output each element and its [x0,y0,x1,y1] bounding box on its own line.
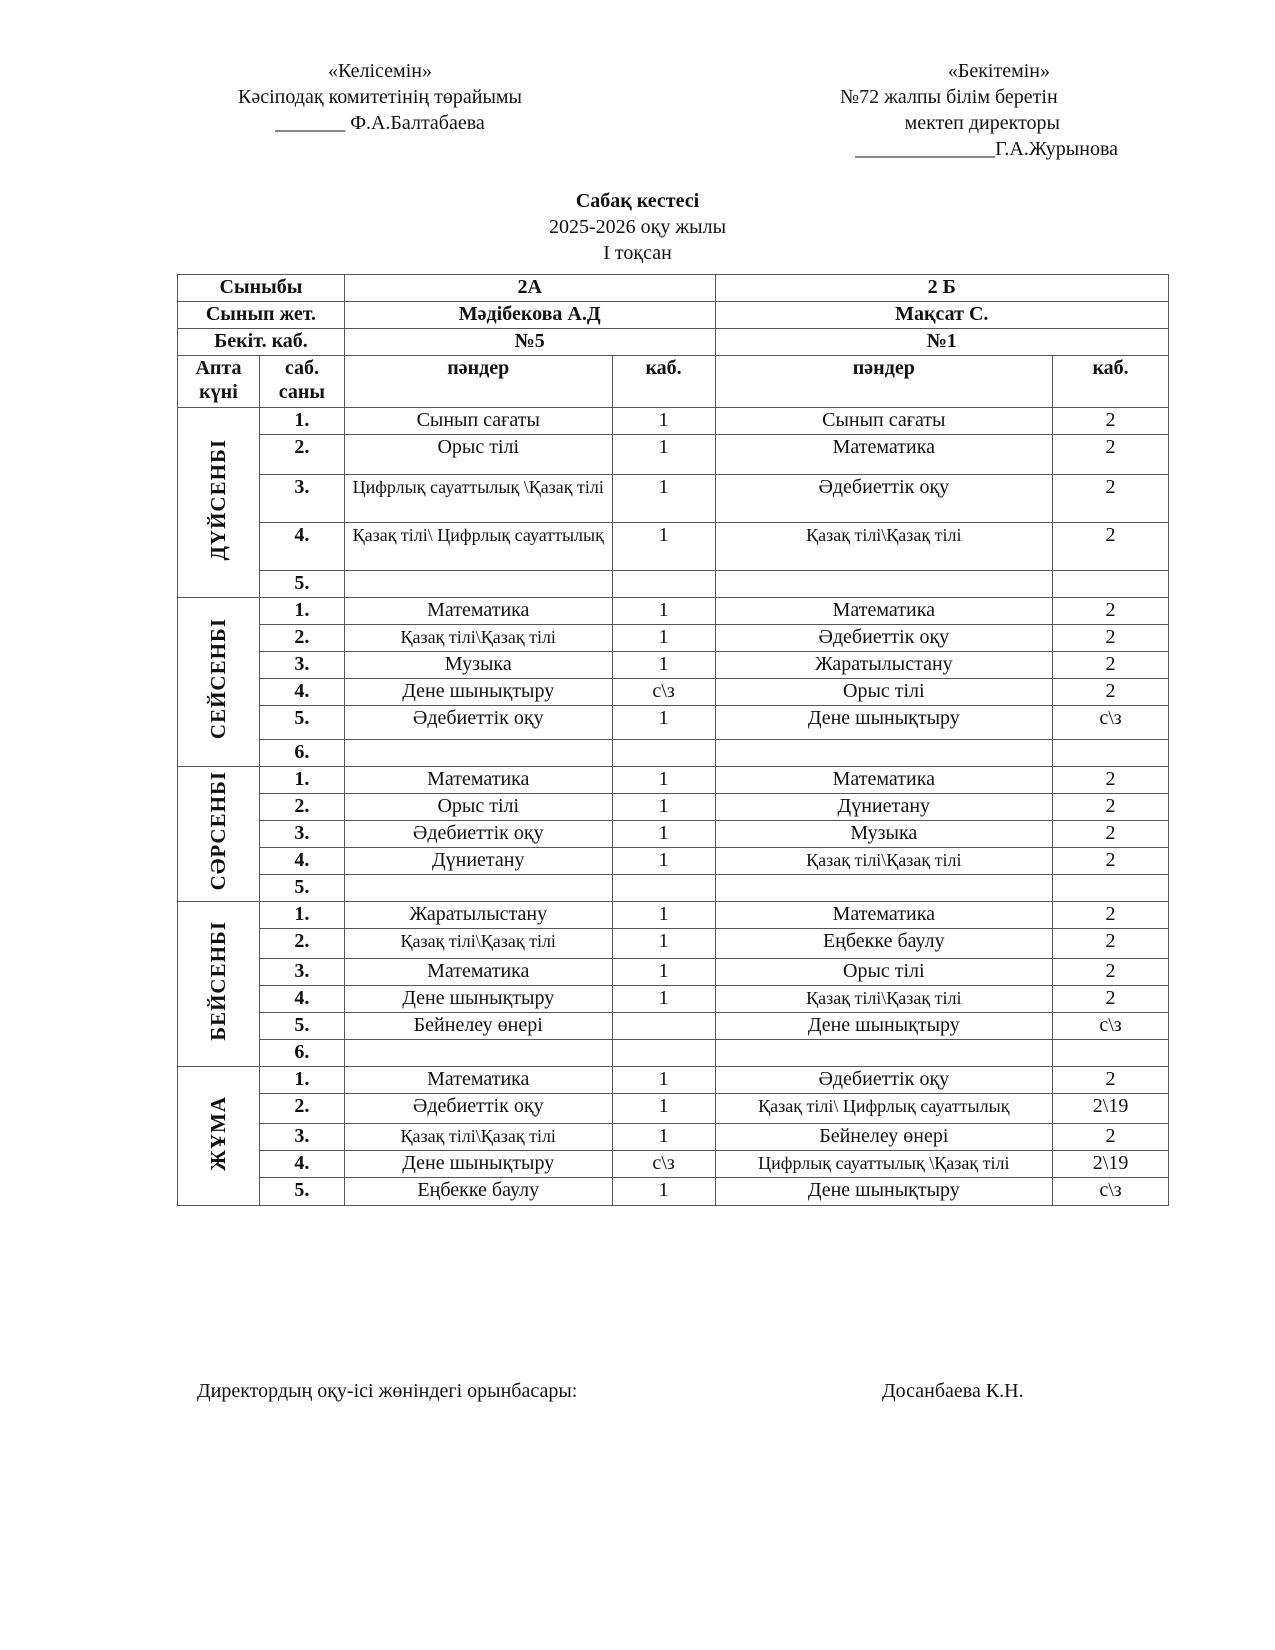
class-b-cab [1053,571,1169,598]
class-a-subject [344,875,612,902]
lesson-number: 3. [259,959,344,986]
class-a-subject [344,740,612,767]
footer-name: Досанбаева К.Н. [882,1380,1024,1402]
approval-right-quote: «Бекітемін» [947,60,1050,82]
class-a-subject: Математика [344,959,612,986]
class-a-subject: Дене шынықтыру [344,986,612,1013]
class-a-cab [612,875,715,902]
lesson-number: 5. [259,1178,344,1206]
approval-left-quote: «Келісемін» [328,60,432,82]
table-row [178,706,1169,740]
header-row-room [178,329,1169,356]
class-a-subject [344,1040,612,1067]
class-b-cab: 2 [1053,767,1169,794]
table-row [178,929,1169,959]
lesson-number: 2. [259,625,344,652]
signature-line: ______________ [855,138,996,160]
lesson-number: 2. [259,435,344,475]
room-label: Бекіт. каб. [178,329,345,356]
class-b-subject: Қазақ тілі\Қазақ тілі [715,523,1053,571]
signature-line: _______ [275,112,346,134]
header-row-columns [178,356,1169,408]
lesson-number: 3. [259,475,344,523]
class-b-subject [715,1040,1053,1067]
class-a-cab: 1 [612,767,715,794]
class-a-cab: 1 [612,929,715,959]
class-a-cab: 1 [612,1067,715,1094]
approval-block-right [780,58,1140,162]
term: I тоқсан [603,242,672,264]
class-b-name: 2 Б [715,275,1169,302]
class-b-cab: 2 [1053,821,1169,848]
class-a-cab: 1 [612,652,715,679]
table-row [178,523,1169,571]
table-row [178,652,1169,679]
class-a-room: №5 [344,329,715,356]
class-b-subject: Еңбекке баулу [715,929,1053,959]
lesson-number: 6. [259,1040,344,1067]
table-row [178,1067,1169,1094]
lesson-number: 4. [259,1151,344,1178]
class-b-subject: Әдебиеттік оқу [715,475,1053,523]
class-b-teacher: Мақсат С. [715,302,1169,329]
lesson-number: 5. [259,875,344,902]
class-a-subject [344,571,612,598]
class-b-subject: Әдебиеттік оқу [715,1067,1053,1094]
class-b-cab: 2 [1053,902,1169,929]
class-b-subject: Математика [715,767,1053,794]
lesson-number: 3. [259,821,344,848]
class-label: Сыныбы [178,275,345,302]
class-b-cab: 2 [1053,848,1169,875]
lesson-number: 6. [259,740,344,767]
class-b-subject: Қазақ тілі\Қазақ тілі [715,986,1053,1013]
table-row [178,1013,1169,1040]
class-b-cab: с\з [1053,1178,1169,1206]
class-a-subject: Қазақ тілі\Қазақ тілі [344,625,612,652]
class-a-cab: 1 [612,959,715,986]
table-row [178,959,1169,986]
class-a-name: 2А [344,275,715,302]
table-row [178,679,1169,706]
class-b-subject: Орыс тілі [715,959,1053,986]
class-b-cab [1053,875,1169,902]
class-b-cab: 2 [1053,652,1169,679]
lesson-number: 2. [259,929,344,959]
class-b-cab: 2 [1053,408,1169,435]
lesson-number: 5. [259,706,344,740]
lesson-number: 2. [259,1094,344,1124]
class-b-subject: Жаратылыстану [715,652,1053,679]
lesson-number: 5. [259,571,344,598]
class-b-cab: 2 [1053,625,1169,652]
class-a-subject: Математика [344,1067,612,1094]
lesson-number: 4. [259,986,344,1013]
class-a-cab [612,1040,715,1067]
class-a-subject: Еңбекке баулу [344,1178,612,1206]
class-b-cab: 2 [1053,959,1169,986]
class-b-room: №1 [715,329,1169,356]
class-b-subject [715,875,1053,902]
class-a-subject: Қазақ тілі\Қазақ тілі [344,1124,612,1151]
table-row [178,848,1169,875]
class-b-subject: Математика [715,902,1053,929]
class-b-cab: 2 [1053,929,1169,959]
class-a-cab: 1 [612,523,715,571]
class-b-subject: Орыс тілі [715,679,1053,706]
table-row [178,1178,1169,1206]
class-a-subject: Музыка [344,652,612,679]
lesson-number: 4. [259,523,344,571]
class-a-teacher: Мәдібекова А.Д [344,302,715,329]
class-a-subjects-header: пәндер [344,356,612,408]
approval-right-signature [780,136,1140,162]
class-a-cab [612,571,715,598]
class-a-cab: 1 [612,475,715,523]
class-a-cab: 1 [612,706,715,740]
class-a-cab: с\з [612,679,715,706]
class-a-subject: Жаратылыстану [344,902,612,929]
class-b-cab-header: каб. [1053,356,1169,408]
class-a-cab: 1 [612,1124,715,1151]
class-a-cab: 1 [612,1178,715,1206]
lesson-number: 1. [259,1067,344,1094]
table-row [178,1151,1169,1178]
table-row [178,408,1169,435]
class-b-cab: 2 [1053,986,1169,1013]
class-b-cab: 2\19 [1053,1151,1169,1178]
table-row [178,1094,1169,1124]
class-b-subject: Музыка [715,821,1053,848]
class-b-cab: 2 [1053,523,1169,571]
class-a-cab: 1 [612,625,715,652]
lesson-number: 3. [259,1124,344,1151]
class-a-subject: Бейнелеу өнері [344,1013,612,1040]
class-a-subject: Қазақ тілі\Қазақ тілі [344,929,612,959]
class-a-subject: Дене шынықтыру [344,1151,612,1178]
class-b-subject: Дене шынықтыру [715,1013,1053,1040]
class-b-cab: 2 [1053,598,1169,625]
class-b-cab: 2\19 [1053,1094,1169,1124]
class-a-subject: Дене шынықтыру [344,679,612,706]
lesson-number: 3. [259,652,344,679]
class-b-subject [715,740,1053,767]
class-a-subject: Сынып сағаты [344,408,612,435]
lesson-number: 1. [259,598,344,625]
class-b-cab: 2 [1053,679,1169,706]
class-a-cab [612,1013,715,1040]
table-row [178,625,1169,652]
table-row [178,902,1169,929]
class-b-subject: Дүниетану [715,794,1053,821]
lesson-number: 1. [259,408,344,435]
class-a-subject: Әдебиеттік оқу [344,821,612,848]
class-b-subject [715,571,1053,598]
footer-role: Директордың оқу-ісі жөніндегі орынбасары: [197,1380,578,1402]
lesson-number: 1. [259,767,344,794]
table-row [178,1040,1169,1067]
class-a-cab: 1 [612,986,715,1013]
class-b-subject: Математика [715,435,1053,475]
class-b-cab: 2 [1053,1124,1169,1151]
class-a-subject: Қазақ тілі\ Цифрлық сауаттылық [344,523,612,571]
class-a-cab: 1 [612,1094,715,1124]
approval-block-left [200,58,560,136]
title-block [0,188,1275,266]
class-a-cab: 1 [612,848,715,875]
class-a-subject: Математика [344,767,612,794]
table-row [178,571,1169,598]
class-b-subject: Қазақ тілі\ Цифрлық сауаттылық [715,1094,1053,1124]
class-b-subject: Сынып сағаты [715,408,1053,435]
lesson-number: 1. [259,902,344,929]
approval-right-name: Г.А.Журынова [995,138,1118,160]
approval-left-position: Кәсіподақ комитетінің төрайымы [238,86,522,108]
class-a-subject: Цифрлық сауаттылық \Қазақ тілі [344,475,612,523]
approval-left-signature [200,110,560,136]
class-a-subject: Математика [344,598,612,625]
table-row [178,794,1169,821]
class-a-cab: 1 [612,821,715,848]
class-b-subject: Дене шынықтыру [715,1178,1053,1206]
teacher-label: Сынып жет. [178,302,345,329]
class-b-cab [1053,740,1169,767]
academic-year: 2025-2026 оқу жылы [548,216,727,238]
lesson-number: 5. [259,1013,344,1040]
day-name: ДҮЙСЕНБІ [206,438,231,561]
class-b-cab: 2 [1053,475,1169,523]
lesson-number: 4. [259,679,344,706]
class-a-cab: 1 [612,902,715,929]
class-b-cab: с\з [1053,1013,1169,1040]
class-a-cab: 1 [612,408,715,435]
class-b-subject: Математика [715,598,1053,625]
table-row [178,475,1169,523]
class-a-subject: Орыс тілі [344,794,612,821]
class-b-subject: Бейнелеу өнері [715,1124,1053,1151]
day-name: СӘРСЕНБІ [206,771,231,891]
schedule-table [177,274,1169,1206]
day-name: БЕЙСЕНБІ [206,921,231,1041]
class-a-cab-header: каб. [612,356,715,408]
class-b-cab [1053,1040,1169,1067]
class-a-cab: 1 [612,794,715,821]
table-row [178,875,1169,902]
class-b-subject: Әдебиеттік оқу [715,625,1053,652]
day-name: ЖҰМА [206,1095,231,1171]
lesson-column-header: саб. саны [259,356,344,408]
day-cell [178,598,260,767]
class-a-cab: 1 [612,598,715,625]
day-cell [178,767,260,902]
class-b-subject: Дене шынықтыру [715,706,1053,740]
class-a-cab: с\з [612,1151,715,1178]
header-row-class [178,275,1169,302]
header-row-teacher [178,302,1169,329]
day-cell [178,1067,260,1206]
approval-right-line2: мектеп директоры [904,112,1060,134]
table-row [178,986,1169,1013]
table-row [178,821,1169,848]
class-a-subject: Әдебиеттік оқу [344,706,612,740]
day-name: СЕЙСЕНБІ [206,618,231,740]
class-a-cab: 1 [612,435,715,475]
table-row [178,767,1169,794]
approval-right-line1: №72 жалпы білім беретін [840,86,1058,108]
class-b-subject: Қазақ тілі\Қазақ тілі [715,848,1053,875]
table-row [178,740,1169,767]
table-row [178,598,1169,625]
table-row [178,1124,1169,1151]
class-b-cab: 2 [1053,794,1169,821]
class-b-cab: 2 [1053,1067,1169,1094]
class-a-cab [612,740,715,767]
class-a-subject: Орыс тілі [344,435,612,475]
class-a-subject: Әдебиеттік оқу [344,1094,612,1124]
table-row [178,435,1169,475]
approval-left-name: Ф.А.Балтабаева [350,112,485,134]
class-a-subject: Дүниетану [344,848,612,875]
lesson-number: 4. [259,848,344,875]
day-cell [178,408,260,598]
class-b-subjects-header: пәндер [715,356,1053,408]
day-column-header: Апта күні [178,356,260,408]
page-title: Сабақ кестесі [575,190,700,212]
day-cell [178,902,260,1067]
class-b-cab: с\з [1053,706,1169,740]
class-b-cab: 2 [1053,435,1169,475]
class-b-subject: Цифрлық сауаттылық \Қазақ тілі [715,1151,1053,1178]
lesson-number: 2. [259,794,344,821]
